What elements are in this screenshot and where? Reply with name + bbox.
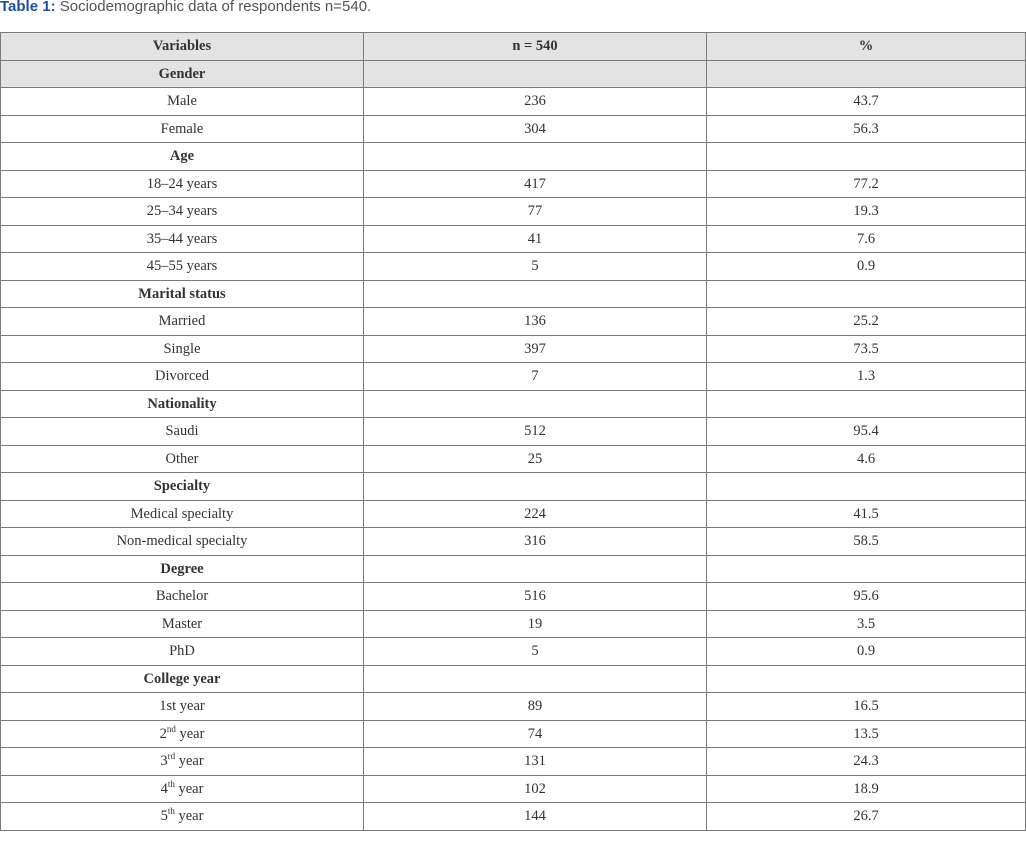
table-row [1, 775, 1026, 803]
count-cell: 136 [364, 308, 707, 336]
count-cell: 19 [364, 610, 707, 638]
header-percent: % [707, 33, 1026, 61]
count-cell: 304 [364, 115, 707, 143]
group-row [1, 473, 1026, 501]
group-empty-cell [707, 555, 1026, 583]
row-label: Divorced [155, 368, 209, 384]
group-row [1, 60, 1026, 88]
count-cell: 41 [364, 225, 707, 253]
percent-cell: 24.3 [707, 748, 1026, 776]
percent-cell: 1.3 [707, 363, 1026, 391]
row-label-cell [1, 198, 364, 226]
group-title: Nationality [1, 390, 364, 418]
group-title: Degree [1, 555, 364, 583]
percent-cell: 3.5 [707, 610, 1026, 638]
group-empty-cell [364, 555, 707, 583]
table-row [1, 363, 1026, 391]
group-empty-cell [364, 665, 707, 693]
row-label: Other [165, 450, 199, 467]
percent-cell: 0.9 [707, 638, 1026, 666]
row-label: 3 [160, 753, 168, 769]
table-row [1, 528, 1026, 556]
table-row [1, 500, 1026, 528]
table-row [1, 583, 1026, 611]
count-cell: 512 [364, 418, 707, 446]
table-caption-label: Table 1: [0, 0, 56, 15]
row-label-cell [1, 363, 364, 391]
group-title: Age [1, 143, 364, 171]
table-row [1, 748, 1026, 776]
percent-cell: 25.2 [707, 308, 1026, 336]
table-row [1, 170, 1026, 198]
table-row [1, 335, 1026, 363]
row-label-cell [1, 170, 364, 198]
row-label: Bachelor [155, 588, 209, 604]
row-label: 18–24 years [146, 175, 218, 192]
count-cell: 5 [364, 638, 707, 666]
group-empty-cell [707, 390, 1026, 418]
row-label: Single [163, 340, 201, 357]
row-label-suffix: year [175, 725, 205, 742]
group-row [1, 390, 1026, 418]
table-row [1, 88, 1026, 116]
row-label-cell [1, 528, 364, 556]
header-n: n = 540 [364, 33, 707, 61]
percent-cell: 26.7 [707, 803, 1026, 831]
group-row [1, 665, 1026, 693]
row-label-cell [1, 418, 364, 446]
group-empty-cell [707, 280, 1026, 308]
row-label-cell [1, 308, 364, 336]
row-label-cell [1, 335, 364, 363]
table-header-row [1, 33, 1026, 61]
count-cell: 131 [364, 748, 707, 776]
table-row [1, 610, 1026, 638]
row-label-cell [1, 610, 364, 638]
sociodemographic-table [0, 32, 1026, 831]
percent-cell: 56.3 [707, 115, 1026, 143]
table-body [1, 60, 1026, 830]
row-label: 35–44 years [146, 230, 218, 247]
group-empty-cell [364, 60, 707, 88]
percent-cell: 95.6 [707, 583, 1026, 611]
count-cell: 397 [364, 335, 707, 363]
row-label: Saudi [165, 423, 199, 439]
group-empty-cell [364, 143, 707, 171]
group-title: Gender [1, 60, 364, 88]
row-label-cell [1, 253, 364, 281]
row-label: Married [158, 313, 206, 329]
row-label-cell [1, 445, 364, 473]
table-row [1, 803, 1026, 831]
row-label: 4 [160, 780, 168, 797]
percent-cell: 43.7 [707, 88, 1026, 116]
percent-cell: 18.9 [707, 775, 1026, 803]
count-cell: 102 [364, 775, 707, 803]
row-label-cell [1, 803, 364, 831]
row-label-cell [1, 225, 364, 253]
count-cell: 144 [364, 803, 707, 831]
table-row [1, 115, 1026, 143]
percent-cell: 13.5 [707, 720, 1026, 748]
row-label: 2 [159, 725, 167, 742]
percent-cell: 4.6 [707, 445, 1026, 473]
ordinal-suffix: rd [167, 751, 176, 762]
group-row [1, 143, 1026, 171]
count-cell: 417 [364, 170, 707, 198]
table-row [1, 693, 1026, 721]
row-label: 1st year [159, 698, 205, 714]
table-row [1, 720, 1026, 748]
group-row [1, 555, 1026, 583]
row-label: Non-medical specialty [116, 533, 248, 549]
table-row [1, 198, 1026, 226]
row-label-cell [1, 88, 364, 116]
group-empty-cell [364, 280, 707, 308]
percent-cell: 95.4 [707, 418, 1026, 446]
count-cell: 516 [364, 583, 707, 611]
table-row [1, 253, 1026, 281]
header-variables: Variables [1, 33, 364, 61]
ordinal-suffix: nd [166, 723, 176, 734]
count-cell: 5 [364, 253, 707, 281]
row-label-suffix: year [174, 780, 204, 797]
table-row [1, 638, 1026, 666]
row-label: 25–34 years [146, 203, 218, 219]
row-label: 5 [160, 808, 168, 824]
group-title: Specialty [1, 473, 364, 501]
count-cell: 224 [364, 500, 707, 528]
table-caption [0, 0, 371, 18]
group-empty-cell [707, 60, 1026, 88]
group-empty-cell [707, 665, 1026, 693]
count-cell: 74 [364, 720, 707, 748]
row-label: 45–55 years [146, 258, 218, 274]
row-label-cell [1, 115, 364, 143]
row-label-suffix: year [175, 753, 204, 769]
count-cell: 89 [364, 693, 707, 721]
row-label: PhD [169, 643, 195, 659]
group-title: College year [1, 665, 364, 693]
row-label: Female [160, 120, 204, 137]
group-empty-cell [364, 473, 707, 501]
count-cell: 77 [364, 198, 707, 226]
count-cell: 7 [364, 363, 707, 391]
row-label: Male [167, 93, 197, 109]
row-label-cell [1, 748, 364, 776]
count-cell: 316 [364, 528, 707, 556]
count-cell: 25 [364, 445, 707, 473]
row-label: Master [161, 615, 203, 632]
group-title: Marital status [1, 280, 364, 308]
row-label-cell [1, 583, 364, 611]
row-label-cell [1, 693, 364, 721]
table-caption-text: Sociodemographic data of respondents n=540. [55, 0, 372, 15]
count-cell: 236 [364, 88, 707, 116]
percent-cell: 58.5 [707, 528, 1026, 556]
ordinal-suffix: th [167, 806, 175, 817]
group-empty-cell [707, 143, 1026, 171]
row-label-cell [1, 500, 364, 528]
percent-cell: 77.2 [707, 170, 1026, 198]
table-row [1, 308, 1026, 336]
percent-cell: 41.5 [707, 500, 1026, 528]
percent-cell: 19.3 [707, 198, 1026, 226]
table-row [1, 418, 1026, 446]
table-row [1, 225, 1026, 253]
row-label-cell [1, 775, 364, 803]
group-row [1, 280, 1026, 308]
table-row [1, 445, 1026, 473]
percent-cell: 7.6 [707, 225, 1026, 253]
row-label-cell [1, 720, 364, 748]
group-empty-cell [707, 473, 1026, 501]
row-label-cell [1, 638, 364, 666]
row-label-suffix: year [174, 808, 204, 824]
percent-cell: 0.9 [707, 253, 1026, 281]
percent-cell: 16.5 [707, 693, 1026, 721]
group-empty-cell [364, 390, 707, 418]
ordinal-suffix: th [167, 778, 175, 789]
row-label: Medical specialty [130, 505, 234, 522]
percent-cell: 73.5 [707, 335, 1026, 363]
